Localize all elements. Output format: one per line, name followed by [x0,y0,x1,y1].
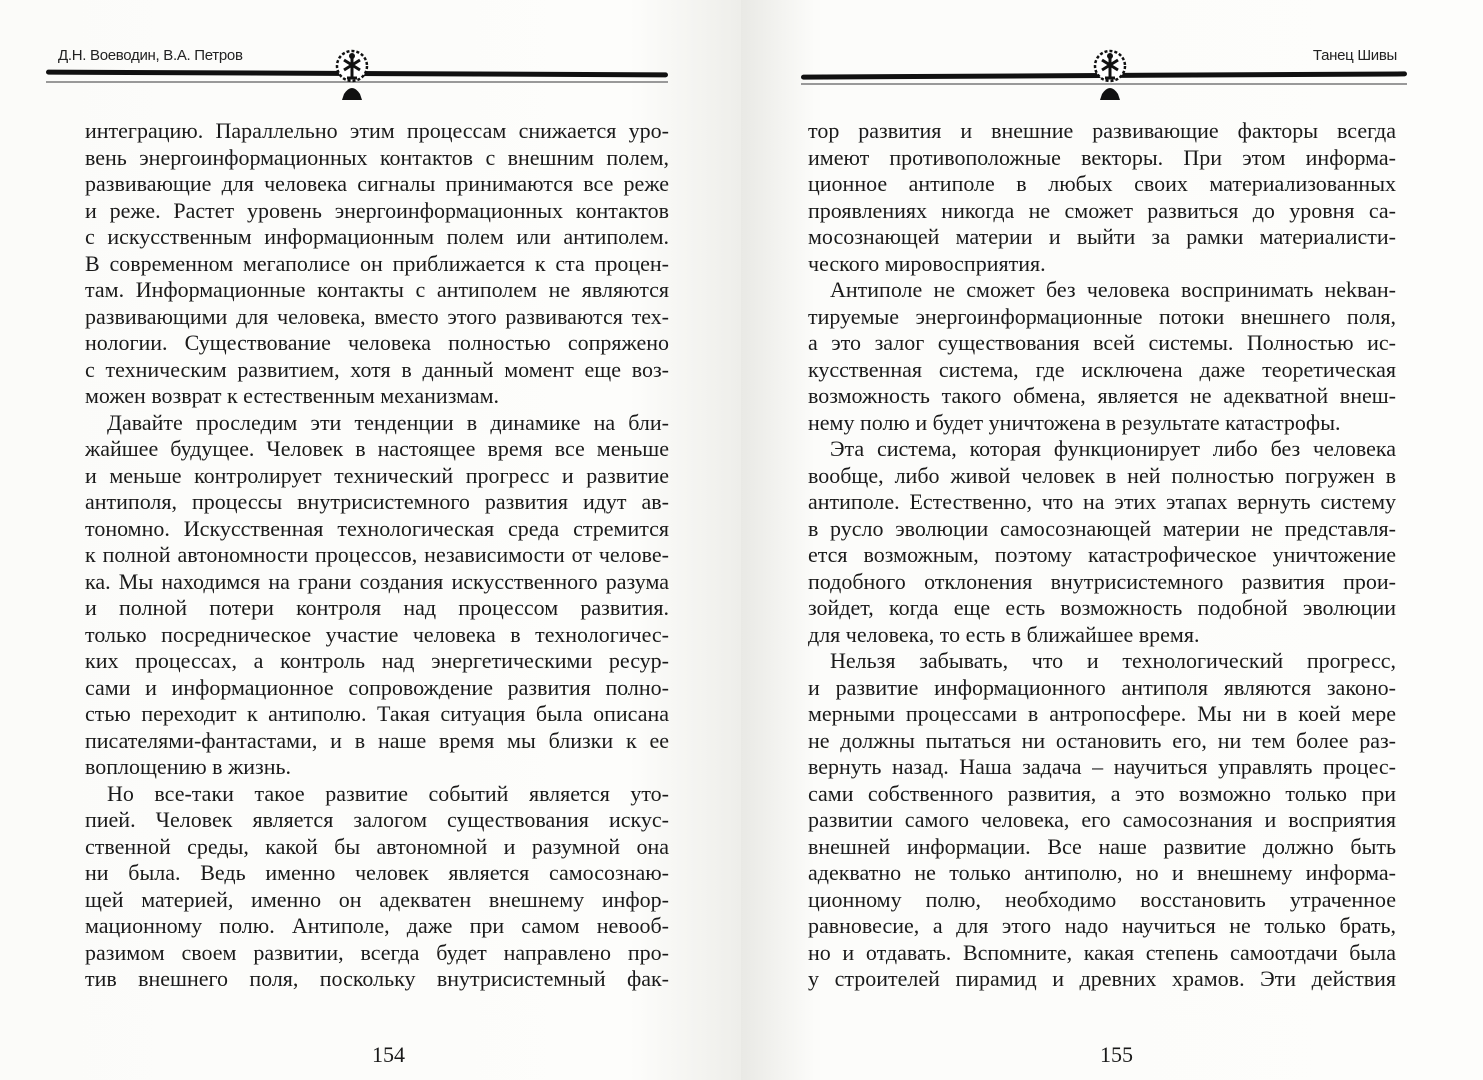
text-line: там. Информационные контакты с антиполем не являются [85,277,669,302]
text-line: сами и информационное сопровождение развития полно- [85,674,669,700]
text-line: антиполе. Естественно, что на этих этапах вернуть систему [808,489,1396,514]
text-line: только посредническое участие человека в технологичес- [85,621,669,647]
text-line: вообще, либо живой человек в ней полностью погружен в [808,462,1396,488]
text-line: ционное антиполе в любых своих материализованных [808,171,1396,196]
text-line: тируемые энергоинформационные потоки внешнего поля, [808,303,1396,329]
text-line: тономно. Искусственная технологическая среда стремится [85,515,669,541]
text-line: Но все-таки такое развитие событий является уто- [107,780,669,806]
text-line: с искусственным информационным полем или антиполем. [85,224,669,249]
text-line: и полной потери контроля над процессом развития. [85,595,669,620]
text-line: ется возможным, поэтому катастрофическое уничтожение [808,542,1396,567]
text-line: интеграцию. Параллельно этим процессам снижается уро- [85,118,669,143]
text-line: ни была. Ведь именно человек является самосознаю- [85,860,669,885]
text-line: В современном мегаполисе он приближается к ста процен- [85,250,669,276]
text-line: в русло эволюции самосознающей материи не представля- [808,515,1396,541]
text-line: к полной автономности процессов, независимости от челове- [85,542,669,567]
text-line: нологии. Существование человека полностью сопряжено [85,330,669,355]
text-line: ческого мировосприятия. [808,250,1046,276]
text-line: кусственная система, где исключена даже теоретическая [808,356,1396,382]
text-line: вернуть назад. Наша задача – научиться управлять процес- [808,754,1396,779]
text-line: зойдет, когда еще есть возможность подобной эволюции [808,595,1396,620]
text-line: ционному полю, необходимо восстановить утраченное [808,886,1396,912]
text-line: с техническим развитием, хотя в данный момент еще воз- [85,356,669,382]
text-line: развивающими для человека, вместо этого развиваются тех- [85,303,669,329]
page-number: 155 [1100,1042,1133,1067]
text-line: вень энергоинформационных контактов с внешним полем, [85,144,669,170]
text-line: разимом своем развитии, всегда будет направлено про- [85,939,669,965]
text-line: и реже. Растет уровень энергоинформационных контактов [85,197,669,223]
text-line: возможность такого обмена, является не адекватной внеш- [808,383,1396,408]
text-line: мосознающей материи и выйти за рамки материалисти- [808,224,1396,249]
left-page [0,0,741,1080]
text-line: внешней информации. Все наше развитие должно быть [808,833,1396,859]
text-line: ких процессах, а контроль над энергетическими ресур- [85,648,669,673]
dancing-shiva-emblem-icon [334,44,370,106]
text-line: подобного отклонения внутрисистемного развития прои- [808,568,1396,594]
right-text-column [808,118,1396,993]
text-line: сами собственного развития, а это возможно только при [808,780,1396,806]
text-line: развитии самого человека, его самосознания и восприятия [808,807,1396,832]
text-line: Эта система, которая функционирует либо без человека [830,436,1396,461]
page-number: 154 [372,1042,405,1067]
text-line: и меньше контролирует технический прогресс и развитие [85,462,669,488]
text-line: ственной среды, какой бы автономной и разумной она [85,833,669,859]
text-line: тив внешнего поля, поскольку внутрисистемный фак- [85,966,669,991]
left-text-column [85,118,669,993]
text-line: и развитие информационного антиполя являются законо- [808,674,1396,700]
text-line: имеют противоположные векторы. При этом информа- [808,144,1396,170]
text-line: воплощению в жизнь. [85,754,292,779]
text-line: писателями-фантастами, и в наше время мы близки к ее [85,727,669,753]
text-line: Нельзя забывать, что и технологический прогресс, [830,648,1396,673]
text-line: равновесие, а для этого надо научиться не только брать, [808,913,1396,938]
text-line: стью переходит к антиполю. Такая ситуация была описана [85,701,669,726]
running-head-authors: Д.Н. Воеводин, В.А. Петров [58,47,243,64]
text-line: адекватно не только антиполю, но и внешнему информа- [808,860,1396,885]
text-line: Давайте проследим эти тенденции в динамике на бли- [107,409,669,435]
text-line: мационному полю. Антиполе, даже при самом невооб- [85,913,669,938]
text-line: развивающие для человека сигналы принимаются все реже [85,171,669,196]
text-line: а это залог существования всей системы. Полностью ис- [808,330,1396,355]
text-line: проявлениях никогда не сможет развиться до уровня са- [808,197,1396,223]
text-line: жайшее будущее. Человек в настоящее время все меньше [85,436,669,461]
text-line: ка. Мы находимся на грани создания искусственного разума [85,568,669,594]
text-line: но и отдавать. Вспомните, какая степень самоотдачи была [808,939,1396,965]
text-line: для человека, то есть в ближайшее время. [808,621,1200,647]
right-page [741,0,1483,1080]
text-line: антиполя, процессы внутрисистемного развития идут ав- [85,489,669,514]
text-line: нему полю и будет уничтожена в результате катастрофы. [808,409,1341,435]
text-line: Антиполе не сможет без человека воспринимать неkван- [830,277,1396,302]
text-line: щей материей, именно он адекватен внешнему инфор- [85,886,669,912]
dancing-shiva-emblem-icon [1092,44,1128,106]
text-line: можен возврат к естественным механизмам. [85,383,500,408]
text-line: у строителей пирамид и древних храмов. Эти действия [808,966,1396,991]
text-line: мерными процессами в антропосфере. Мы ни в коей мере [808,701,1396,726]
text-line: пией. Человек является залогом существования искус- [85,807,669,832]
running-head-title: Танец Шивы [1312,47,1397,64]
text-line: не должны пытаться ни остановить его, ни тем более раз- [808,727,1396,753]
text-line: тор развития и внешние развивающие факторы всегда [808,118,1396,143]
